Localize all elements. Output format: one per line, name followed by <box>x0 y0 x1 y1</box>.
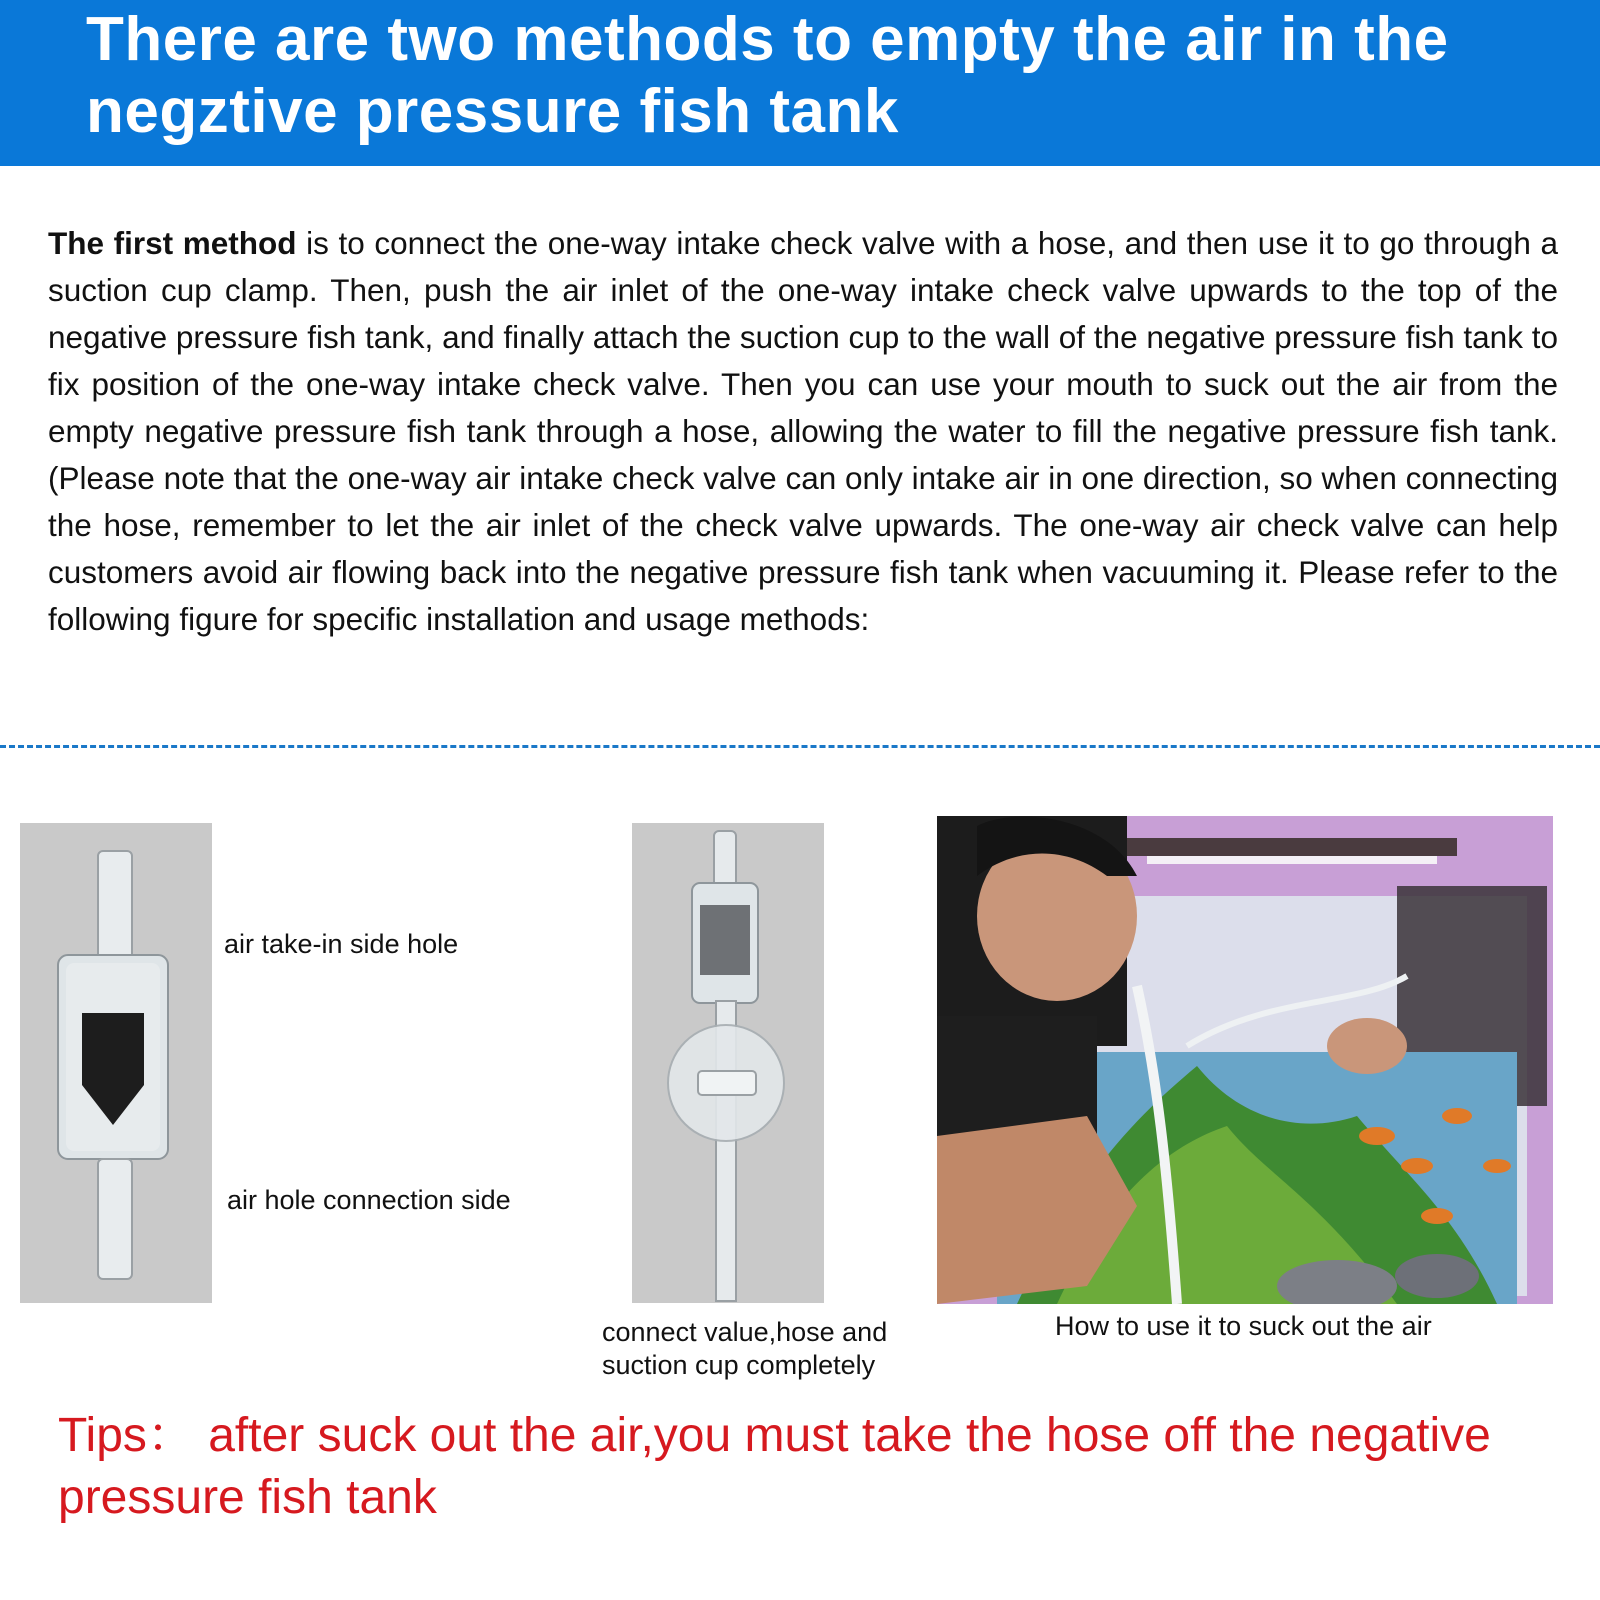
assembly-caption-line1: connect value,hose and <box>602 1317 888 1347</box>
assembly-caption <box>602 1316 942 1382</box>
method-lead: The first method <box>48 225 297 261</box>
assembly-caption-line2: suction cup completely <box>602 1350 876 1380</box>
assembly-illustration <box>632 823 824 1303</box>
usage-caption: How to use it to suck out the air <box>1055 1311 1432 1341</box>
title-banner <box>0 0 1600 166</box>
assembly-photo <box>632 823 824 1303</box>
valve-connection-label: air hole connection side <box>227 1185 511 1215</box>
valve-intake-label: air take-in side hole <box>224 929 459 959</box>
method-description <box>48 220 1558 643</box>
tips-note: Tips： after suck out the air,you must take the hose off the negative pressure fish tank <box>58 1409 1491 1524</box>
check-valve-illustration <box>20 823 212 1303</box>
usage-photo <box>937 816 1553 1304</box>
page-title: There are two methods to empty the air in the negztive pressure fish tank <box>86 5 1449 146</box>
check-valve-photo <box>20 823 212 1303</box>
section-divider <box>0 745 1600 748</box>
usage-illustration <box>937 816 1553 1304</box>
method-body: is to connect the one-way intake check valve with a hose, and then use it to go through a suction cup clamp. Then, push the air inlet of the one-way intake check valve upwards to the top of the negative pressure fish tank, and finally attach the suction cup to the wall of the negative pressure fish tank to fix position of the one-way intake check valve. Then you can use your mouth to suck out the air from the empty negative pressure fish tank through a hose, allowing the water to fill the negative pressure fish tank. (Please note that the one-way air intake check valve can only intake air in one direction, so when connecting the hose, remember to let the air inlet of the check valve upwards. The one-way air check valve can help customers avoid air flowing back into the negative pressure fish tank when vacuuming it. Please refer to the following figure for specific installation and usage methods: <box>48 225 1558 637</box>
